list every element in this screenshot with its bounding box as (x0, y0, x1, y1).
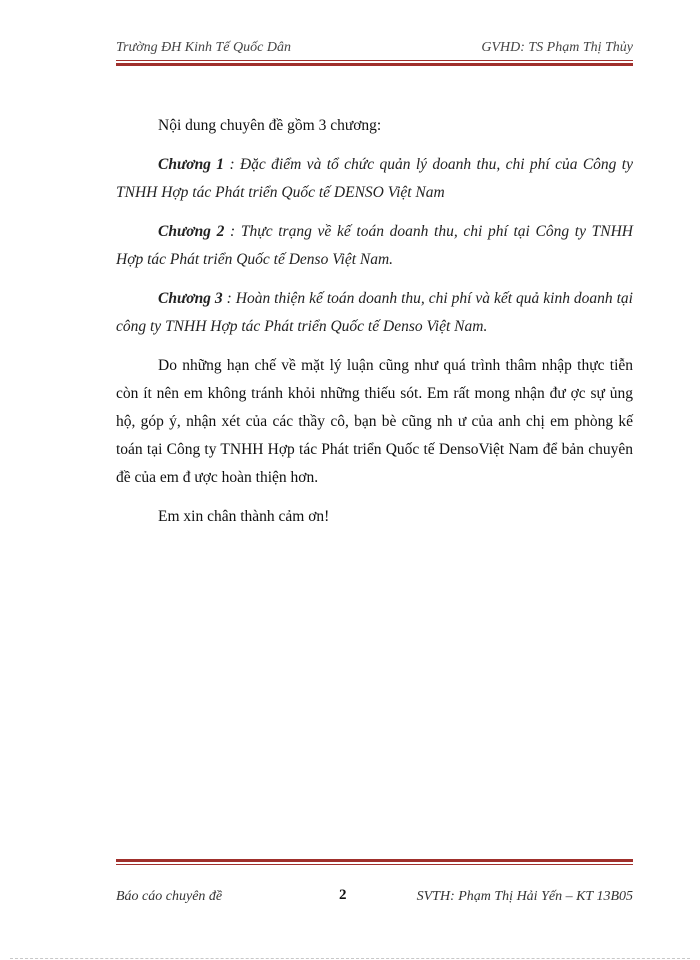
header-rule-thin (116, 60, 633, 61)
page-number: 2 (339, 887, 347, 903)
intro-line: Nội dung chuyên đề gồm 3 chương: (158, 117, 382, 134)
chapter-2-text: : Thực trạng về kế toán doanh thu, chi phí tại Công ty TNHH Hợp tác Phát triển Quốc tế Denso Việt Nam. (116, 223, 633, 268)
page-edge-divider (10, 958, 690, 959)
chapter-2-label: Chương 2 (158, 223, 225, 240)
body-paragraph: Do những hạn chế về mặt lý luận cũng như quá trình thâm nhập thực tiễn còn ít nên em không tránh khỏi những thiếu sót. Em rất mong nhận đư ợc sự ủng hộ, góp ý, nhận xét của các thầy cô, bạn bè cũng nh ư của anh chị em phòng kế toán tại Công ty TNHH Hợp tác Phát triển Quốc tế DensoViệt Nam để bản chuyên đề của em đ ược hoàn thiện hơn. (116, 357, 633, 486)
chapter-3-text: : Hoàn thiện kế toán doanh thu, chi phí và kết quả kinh doanh tại công ty TNHH Hợp tác Phát triển Quốc tế Denso Việt Nam. (116, 290, 633, 335)
chapter-1-label: Chương 1 (158, 156, 225, 173)
footer-rule-thin (116, 864, 633, 865)
footer-report-title: Báo cáo chuyên đề (116, 889, 223, 904)
chapter-2 (116, 218, 633, 274)
chapter-1-text: : Đặc điểm và tổ chức quản lý doanh thu, chi phí của Công ty TNHH Hợp tác Phát triển Quốc tế DENSO Việt Nam (116, 156, 633, 201)
footer-student: SVTH: Phạm Thị Hải Yến – KT 13B05 (416, 889, 633, 904)
chapter-1 (116, 151, 633, 207)
footer-rule-thick (116, 859, 633, 862)
body-content (116, 112, 633, 531)
closing-line: Em xin chân thành cảm ơn! (158, 508, 330, 525)
chapter-3 (116, 285, 633, 341)
header-supervisor: GVHD: TS Phạm Thị Thủy (481, 40, 633, 55)
header-rule-thick (116, 63, 633, 66)
header-school: Trường ĐH Kinh Tế Quốc Dân (116, 40, 291, 55)
chapter-3-label: Chương 3 (158, 290, 223, 307)
